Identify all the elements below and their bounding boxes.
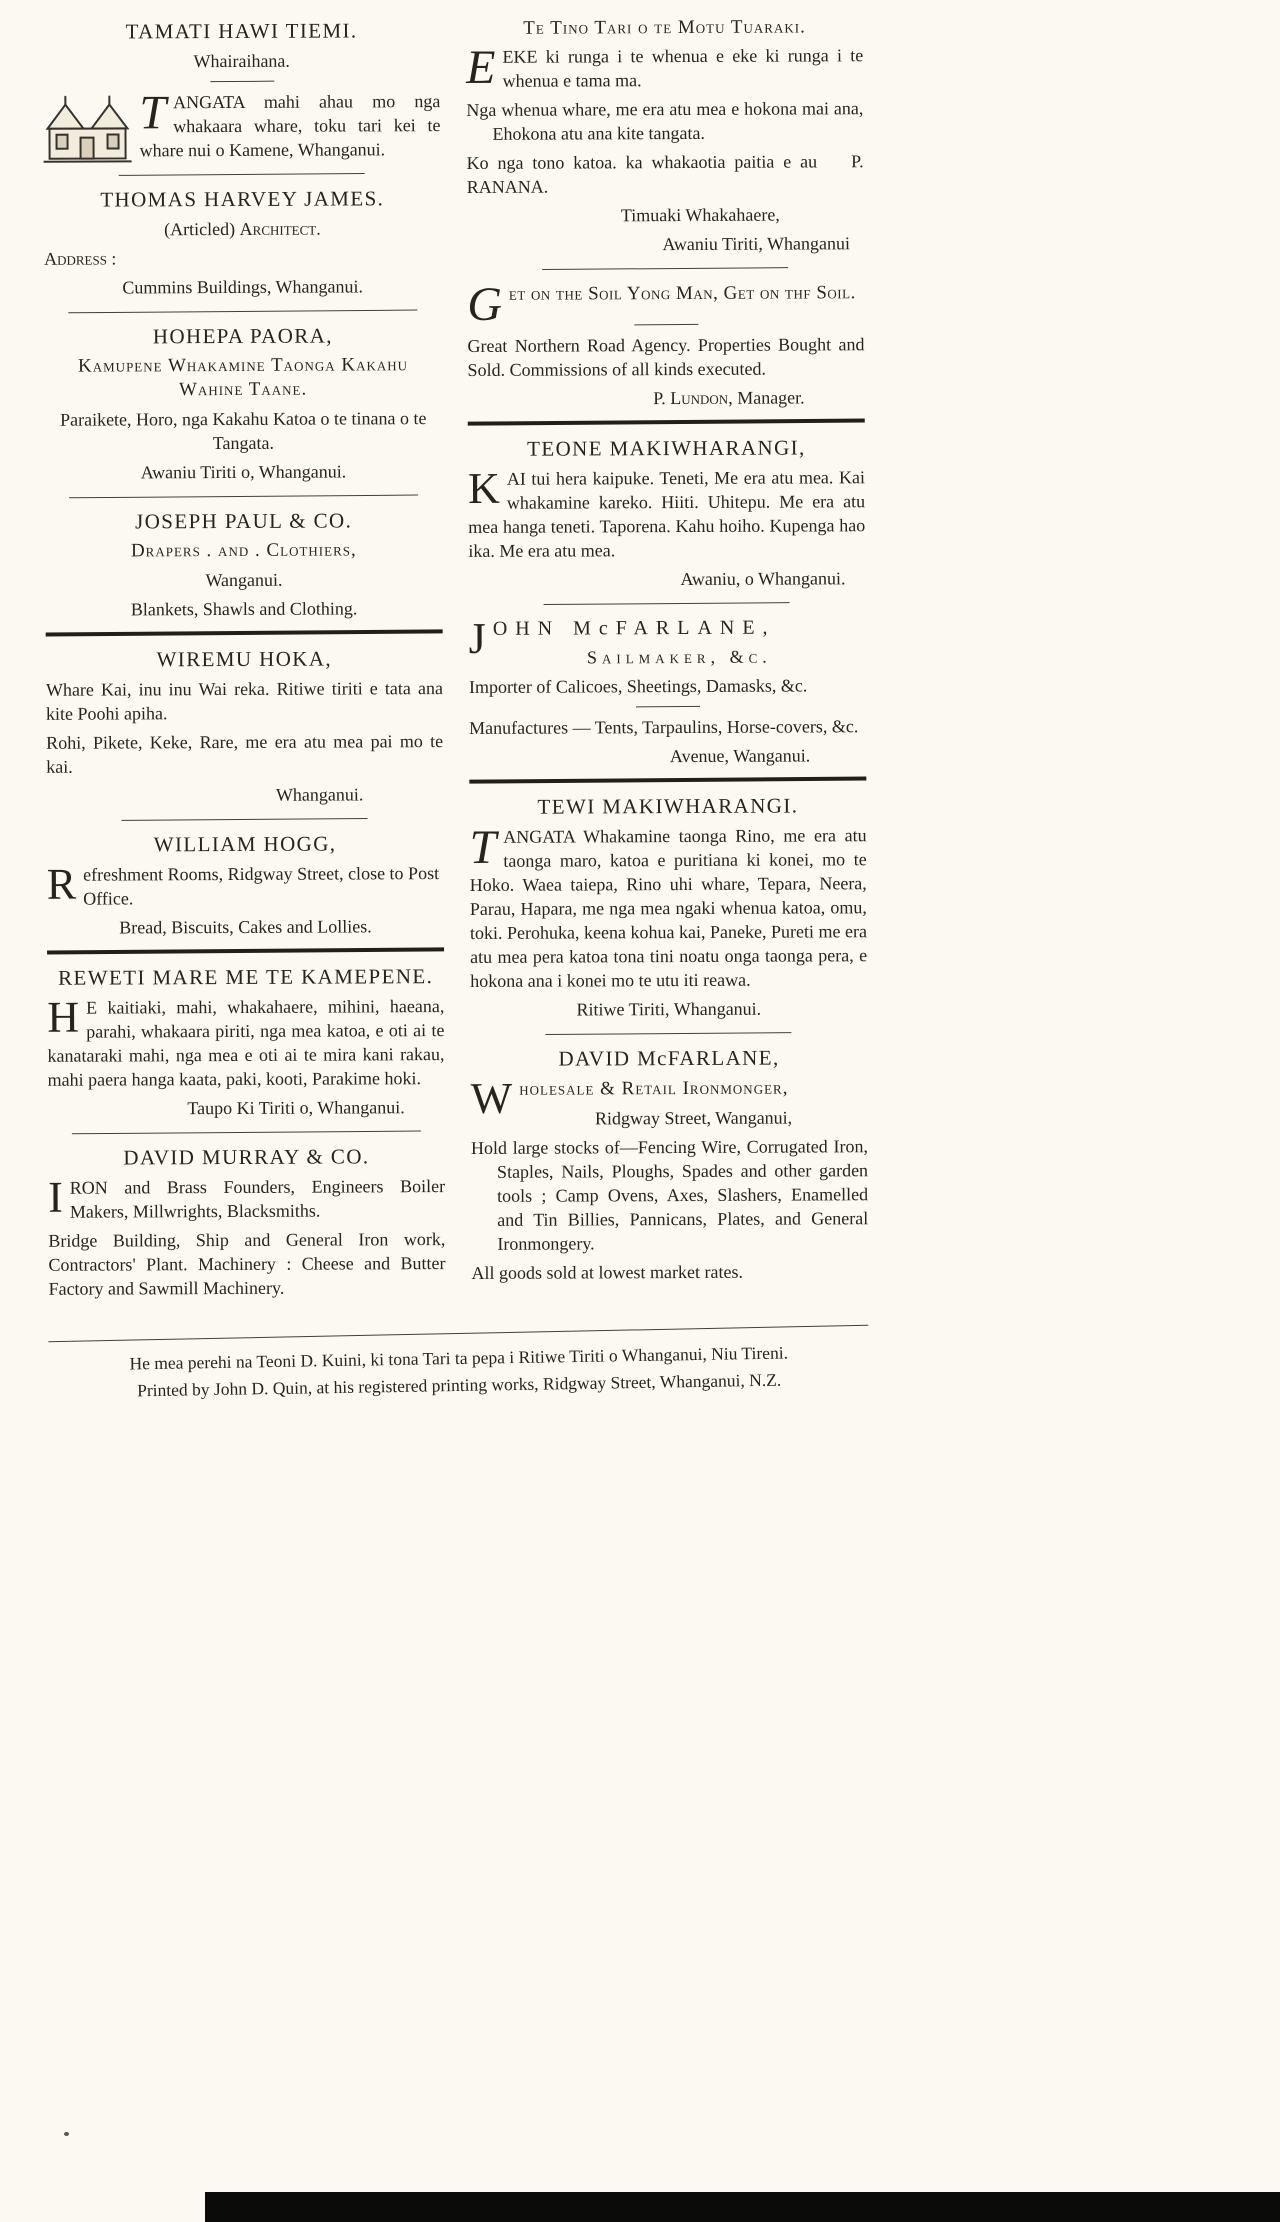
left-column xyxy=(43,6,446,1306)
ad-body xyxy=(47,994,444,1092)
ad-headline xyxy=(467,277,864,331)
divider-rule xyxy=(68,310,417,314)
divider-rule xyxy=(636,706,700,708)
dropcap-letter: H xyxy=(47,992,80,1042)
ad-address-line: Awaniu Tiriti, Whanganui xyxy=(662,233,851,255)
ad-title: TEWI MAKIWHARANGI. xyxy=(537,793,799,819)
divider-rule xyxy=(122,818,368,821)
divider-rule xyxy=(69,495,418,499)
ad-subtitle: Whairaihana. xyxy=(193,50,290,72)
newspaper-page xyxy=(43,4,869,1407)
ad-tamati-hawi-tiemi xyxy=(43,18,441,176)
ad-reweti-mare xyxy=(47,964,445,1134)
ad-joseph-paul xyxy=(45,508,443,636)
ad-body: Great Northern Road Agency. Properties Bought and Sold. Commissions of all kinds executed. xyxy=(467,334,865,380)
ad-signature: Whanganui. xyxy=(275,784,364,805)
ad-signature: Ritiwe Tiriti, Whanganui. xyxy=(576,998,762,1020)
ad-columns xyxy=(43,4,869,1306)
divider-rule xyxy=(119,173,365,176)
right-column xyxy=(466,4,869,1290)
address-label: Address : xyxy=(44,248,117,269)
dropcap-letter: R xyxy=(46,859,77,909)
ad-body2: Manufactures — Tents, Tarpaulins, Horse-covers, &c. xyxy=(469,716,859,738)
ad-tagline: Bread, Biscuits, Cakes and Lollies. xyxy=(119,916,372,938)
ad-body1-text: RON and Brass Founders, Engineers Boiler Makers, Millwrights, Blacksmiths. xyxy=(69,1176,446,1222)
ad-headline-text: et on the Soil Yong Man, Get on thf Soil. xyxy=(508,282,856,305)
ad-subtitle: Sailmaker, &c. xyxy=(586,646,772,668)
ad-line1: Drapers . and . Clothiers, xyxy=(130,539,357,562)
ad-david-mcfarlane xyxy=(470,1045,868,1285)
ad-wiremu-hoka xyxy=(46,646,444,821)
dropcap-letter: J xyxy=(468,613,486,663)
ad-body xyxy=(466,40,864,94)
ad-body: Paraikete, Horo, nga Kakahu Katoa o te tinana o te Tangata. xyxy=(60,408,427,454)
divider-rule xyxy=(546,1032,792,1035)
dropcap-letter: I xyxy=(48,1172,63,1222)
ad-title: JOSEPH PAUL & CO. xyxy=(135,508,353,534)
ad-hohepa-paora xyxy=(44,323,442,498)
divider-rule xyxy=(634,324,698,326)
ad-title: WILLIAM HOGG, xyxy=(153,831,337,857)
ad-body1 xyxy=(48,1174,445,1224)
divider-rule xyxy=(210,81,274,83)
ad-body xyxy=(468,465,865,563)
ad-title: THOMAS HARVEY JAMES. xyxy=(100,186,385,212)
ad-teone-makiwharangi xyxy=(468,435,866,605)
ad-title: DAVID McFARLANE, xyxy=(558,1045,780,1071)
ad-body: Hold large stocks of—Fencing Wire, Corrugated Iron, Staples, Nails, Ploughs, Spades and other garden tools ; Camp Ovens, Axes, Slashers, Enamelled and Tin Billies, Pannicans, Plates, and General Ironmongery. xyxy=(470,1136,869,1254)
imprint-footer xyxy=(48,1326,869,1404)
divider-rule xyxy=(72,1131,421,1135)
ad-body-text: ANGATA Whakamine taonga Rino, me era atu taonga maro, katoa e puritiana ki konei, mo te Hoko. Waea taiepa, Rino uhi whare, Tepara, Neera, Parau, Hapara, me nga mea ngaki whenua katoa, omu, toki. Perohuka, keena kohua kai, Paneke, Pureti me era atu mea pera katoa tona tini noatu onga taonga pera, e hokona ana i konei mo te utu iti reawa. xyxy=(469,825,868,991)
signature-role: Manager. xyxy=(732,387,805,408)
ad-title: REWETI MARE ME TE KAMEPENE. xyxy=(58,964,434,990)
ad-signature xyxy=(468,385,865,411)
ad-line2: Wanganui. xyxy=(205,569,283,591)
ad-title: TEONE MAKIWHARANGI, xyxy=(527,435,806,461)
dropcap-letter: T xyxy=(139,86,167,140)
ad-title-text: OHN McFARLANE, xyxy=(492,616,776,640)
ad-body2: Bridge Building, Ship and General Iron work, Contractors' Plant. Machinery : Cheese and Butter Factory and Sawmill Machinery. xyxy=(48,1229,446,1299)
ad-role-line: Timuaki Whakahaere, xyxy=(620,204,780,226)
ad-get-on-the-soil xyxy=(467,277,865,425)
ad-thomas-harvey-james xyxy=(44,186,442,313)
ad-body-text: EKE ki runga i te whenua e eke ki runga i te whenua e tama ma. xyxy=(502,45,864,91)
ad-title: TAMATI HAWI TIEMI. xyxy=(125,18,358,44)
ad-signature: Taupo Ki Tiriti o, Whanganui. xyxy=(187,1097,405,1119)
dropcap-letter: K xyxy=(467,463,500,513)
divider-rule xyxy=(46,629,443,636)
ad-john-mcfarlane xyxy=(469,615,867,783)
ad-body-text: E kaitiaki, mahi, whakahaere, mihini, haeana, parahi, whakaara piriti, nga mea katoa, e oti ai te kanataraki mahi, nga mea e oti ai te mira kani rakau, mahi paera hanga kaata, paki, kooti, Parakime hoki. xyxy=(47,996,445,1090)
imprint-line-maori: He mea perehi na Teoni D. Kuini, ki tona Tari ta pepa i Ritiwe Tiriti o Whanganui, Niu Tireni. xyxy=(129,1342,789,1374)
ad-line2: Ridgway Street, Wanganui, xyxy=(594,1107,793,1129)
subtitle-prefix: (Articled) xyxy=(164,218,240,240)
ad-body1: Importer of Calicoes, Sheetings, Damasks, &c. xyxy=(468,675,808,697)
ad-subtitle: Kamupene Whakamine Taonga Kakahu Wahine Taane. xyxy=(77,354,409,401)
dropcap-letter: T xyxy=(469,820,497,874)
ad-body2: Rohi, Pikete, Keke, Rare, me era atu mea pai mo te kai. xyxy=(46,731,444,777)
ad-last-line: All goods sold at lowest market rates. xyxy=(471,1261,743,1283)
divider-rule xyxy=(544,602,790,605)
house-engraving xyxy=(43,92,131,166)
dropcap-letter: E xyxy=(466,40,496,94)
ad-signature: Avenue, Wanganui. xyxy=(669,745,811,767)
ad-body xyxy=(469,820,868,993)
ad-line1-text: holesale & Retail Ironmonger, xyxy=(519,1077,789,1100)
dropcap-letter: G xyxy=(467,277,503,331)
ad-signature: Awaniu Tiriti o, Whanganui. xyxy=(140,461,347,483)
dropcap-letter: W xyxy=(470,1073,513,1123)
signature-name: P. Lundon, xyxy=(653,387,733,409)
ad-body-text: AI tui hera kaipuke. Teneti, Me era atu mea. Kai whakamine kareko. Hiiti. Uhitepu. Me era atu mea hanga teneti. Taporena. Kahu hoiho. Kupenga hao ika. Me era atu mea. xyxy=(468,467,866,561)
ad-te-tino-tari xyxy=(466,16,864,270)
ad-body1: Whare Kai, inu inu Wai reka. Ritiwe tiriti e tata ana kite Poohi apiha. xyxy=(45,678,443,724)
ad-william-hogg xyxy=(47,831,445,954)
ad-subtitle xyxy=(44,216,441,242)
ad-para2-name: P. RANANA. xyxy=(466,151,864,197)
ad-title: DAVID MURRAY & CO. xyxy=(123,1144,370,1170)
ad-title: HOHEPA PAORA, xyxy=(152,323,333,349)
divider-rule xyxy=(47,947,444,954)
ad-title: Te Tino Tari o te Motu Tuaraki. xyxy=(523,16,806,39)
ad-para1: Nga whenua whare, me era atu mea e hokona mai ana, Ehokona atu ana kite tangata. xyxy=(466,98,864,144)
ad-signature: Awaniu, o Whanganui. xyxy=(680,568,846,590)
scan-speck xyxy=(64,2132,69,2136)
subtitle-caps: Architect. xyxy=(239,218,321,239)
ad-body-text: efreshment Rooms, Ridgway Street, close to Post Office. xyxy=(83,863,440,909)
ad-body-block xyxy=(43,86,441,163)
ad-para2-text: Ko nga tono katoa. ka whakaotia paitia e au xyxy=(466,151,818,173)
divider-rule xyxy=(469,777,866,784)
divider-rule xyxy=(543,267,789,270)
ad-para2 xyxy=(467,149,864,199)
ad-line3: Blankets, Shawls and Clothing. xyxy=(130,598,358,620)
scan-artifact-bar xyxy=(205,2192,1280,2222)
ad-david-murray xyxy=(48,1144,446,1301)
imprint-line-english: Printed by John D. Quin, at his registered printing works, Ridgway Street, Whanganui, N.Z. xyxy=(136,1369,782,1401)
ad-title-block xyxy=(469,615,866,670)
ad-tewi-makiwharangi xyxy=(469,793,867,1035)
ad-title: WIREMU HOKA, xyxy=(156,646,333,672)
ad-body-text: ANGATA mahi ahau mo nga whakaara whare, toku tari kei te whare nui o Kamene, Whanganui. xyxy=(139,91,441,161)
address-value: Cummins Buildings, Whanganui. xyxy=(122,276,364,298)
ad-body xyxy=(47,861,444,911)
divider-rule xyxy=(48,1325,868,1342)
divider-rule xyxy=(468,419,865,426)
ad-lead-block xyxy=(471,1075,868,1131)
house-icon xyxy=(43,92,131,171)
